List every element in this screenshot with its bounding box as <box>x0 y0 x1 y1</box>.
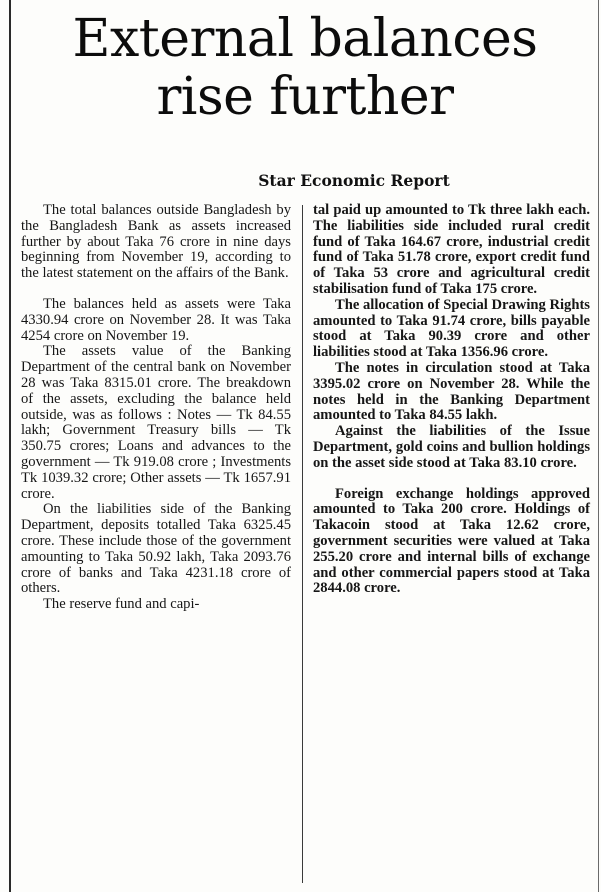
column2-paragraph-2: The allocation of Special Drawing Rights amounted to Taka 91.74 crore, bills payable stood at Taka 90.39 crore and other liabilities stood at Taka 1356.96 crore. <box>313 296 590 361</box>
right-border-rule <box>598 0 599 892</box>
column2-paragraph-5: Foreign exchange holdings approved amounted to Taka 200 crore. Holdings of Takacoin stood at Taka 12.62 crore, government securities were valued at Taka 255.20 crore and internal bills of exchange and other commercial papers stood at Taka 2844.08 crore. <box>313 485 590 597</box>
column1-paragraph-4: On the liabilities side of the Banking Department, deposits totalled Taka 6325.45 crore. These include those of the government amounting to Taka 50.92 lakh, Taka 2093.76 crore of banks and Taka 4231.18 crore of others. <box>21 501 291 597</box>
article-column-1 <box>21 203 291 613</box>
column2-paragraph-3: The notes in circulation stood at Taka 3395.02 crore on November 28. While the notes held in the Banking Department amounted to Taka 84.55 lakh. <box>313 359 590 424</box>
column1-paragraph-2: The balances held as assets were Taka 4330.94 crore on November 28. It was Taka 4254 crore on November 19. <box>21 295 291 344</box>
left-border-rule <box>9 0 11 892</box>
column2-paragraph-4: Against the liabilities of the Issue Department, gold coins and bullion holdings on the asset side stood at Taka 83.10 crore. <box>313 423 590 471</box>
column1-paragraph-1: The total balances outside Bangladesh by the Bangladesh Bank as assets increased further by about Taka 76 crore in nine days beginning from November 19, according to the latest statement on the affairs of the Bank. <box>21 202 291 282</box>
column-divider <box>302 205 303 883</box>
column2-paragraph-1: tal paid up amounted to Tk three lakh each. The liabilities side included rural credit fund of Taka 164.67 crore, industrial credit fund of Taka 51.78 crore, export credit fund of Taka 53 crore and agricultural credit stabilisation fund of Taka 175 crore. <box>313 202 590 297</box>
headline-line-2: rise further <box>156 67 454 127</box>
byline: Star Economic Report <box>258 171 450 190</box>
headline-line-1: External balances <box>72 9 538 69</box>
headline <box>12 10 598 126</box>
column1-paragraph-5: The reserve fund and capi- <box>43 596 200 613</box>
article-column-2 <box>313 203 590 597</box>
column1-paragraph-3: The assets value of the Banking Department of the central bank on November 28 was Taka 8315.01 crore. The breakdown of the assets, excluding the balance held outside, was as follows : Notes — Tk 84.55 lakh; Government Treasury bills — Tk 350.75 crores; Loans and advances to the government — Tk 919.08 crore ; Investments Tk 1039.32 crore; Other assets — Tk 1657.91 crore. <box>21 343 291 502</box>
